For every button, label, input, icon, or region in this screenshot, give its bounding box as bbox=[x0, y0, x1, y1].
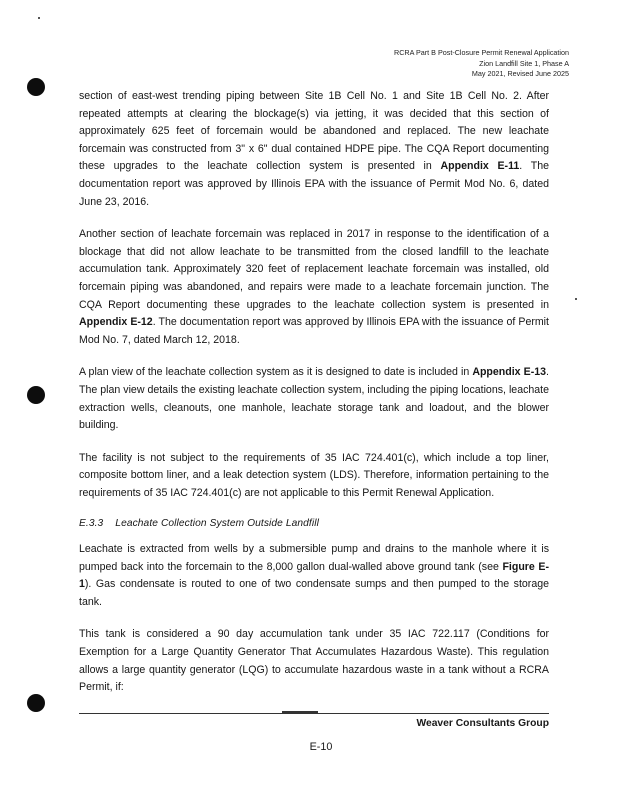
punch-hole-middle bbox=[27, 386, 45, 404]
page-number: E-10 bbox=[309, 741, 333, 753]
paragraph-forcemain-replacement-2016: section of east-west trending piping between Site 1B Cell No. 1 and Site 1B Cell No. 2. After repeated attempts at clearing the blockage(s) via jetting, it was decided that this section of approximately 625 feet of forcemain would be abandoned and replaced. The new leachate forcemain was constructed from 3" x 6" dual contained HDPE pipe. The CQA Report documenting these upgrades to the leachate collection system is presented in Appendix E-11. The documentation report was approved by Illinois EPA with the issuance of Permit Mod No. 6, dated June 23, 2016. bbox=[79, 90, 549, 208]
appendix-e13-ref: Appendix E-13 bbox=[472, 366, 547, 379]
appendix-e11-ref: Appendix E-11 bbox=[440, 160, 520, 173]
header-title: RCRA Part B Post-Closure Permit Renewal Application bbox=[394, 48, 569, 57]
figure-e1-ref: Figure E-1 bbox=[79, 560, 549, 591]
paragraph-liner-requirements: The facility is not subject to the requirements of 35 IAC 724.401(c), which include a top liner, composite bottom liner, and a leak detection system (LDS). Therefore, information pertaining to the requirements of 35 IAC 724.401(c) are not applicable to this Permit Renewal Application. bbox=[79, 451, 549, 499]
paragraph-plan-view: A plan view of the leachate collection system as it is designed to date is included in Appendix E-13. The plan view details the existing leachate collection system, including the piping locations, leachate extraction wells, cleanouts, one manhole, leachate storage tank and loadout, and the blower building. bbox=[79, 366, 549, 432]
section-title: Leachate Collection System Outside Landfill bbox=[115, 518, 319, 530]
header-date: May 2021, Revised June 2025 bbox=[471, 69, 569, 78]
document-body bbox=[79, 88, 549, 712]
document-header bbox=[249, 48, 569, 80]
footer-divider bbox=[79, 713, 549, 714]
paragraph-accumulation-tank: This tank is considered a 90 day accumulation tank under 35 IAC 722.117 (Conditions for Exemption for a Large Quantity Generator That Accumulates Hazardous Waste). This regulation allows a large quantity generator (LQG) to accumulate hazardous waste in a tank without a RCRA Permit, if: bbox=[79, 628, 549, 694]
scan-speck bbox=[575, 298, 577, 300]
paragraph-leachate-extraction: Leachate is extracted from wells by a submersible pump and drains to the manhole where it is pumped back into the forcemain to the 8,000 gallon dual-walled above ground tank (see Figure E-1). Gas condensate is routed to one of two condensate sumps and then pumped to the storage tank. bbox=[79, 543, 549, 608]
punch-hole-bottom bbox=[27, 694, 45, 712]
section-heading bbox=[79, 515, 549, 533]
paragraph-forcemain-replacement-2017: Another section of leachate forcemain was replaced in 2017 in response to the identification of a blockage that did not allow leachate to be transmitted from the closed landfill to the leachate accumulation tank. Approximately 320 feet of replacement leachate forcemain was installed, old forcemain piping was abandoned, and repairs were made to a leachate forcemain junction. The CQA Report documenting these upgrades to the leachate collection system is presented in Appendix E-12. The documentation report was approved by Illinois EPA with the issuance of Permit Mod No. 7, dated March 12, 2018. bbox=[79, 228, 549, 346]
punch-hole-top bbox=[27, 78, 45, 96]
footer-firm-name: Weaver Consultants Group bbox=[416, 718, 549, 729]
section-number: E.3.3 bbox=[79, 518, 104, 530]
scan-speck bbox=[38, 17, 40, 19]
header-site: Zion Landfill Site 1, Phase A bbox=[479, 58, 569, 68]
footer-divider-mark bbox=[282, 711, 318, 713]
appendix-e12-ref: Appendix E-12 bbox=[79, 316, 153, 329]
